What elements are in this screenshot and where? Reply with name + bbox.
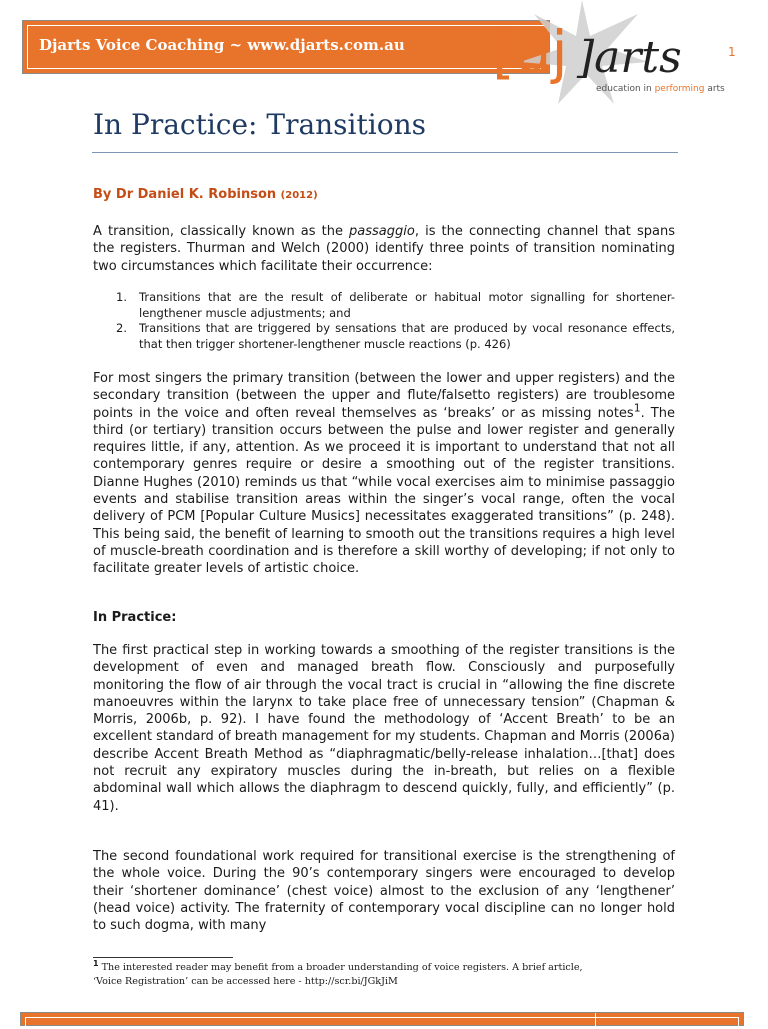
paragraph-transitions bbox=[93, 370, 675, 578]
paragraph-strength: The second foundational work required for transitional exercise is the strengthening of the whole voice. During the 90’s contemporary singers were encouraged to develop their ‘shortener dominance’ (chest voice) almost to the exclusion of any ‘lengthener’ (head voice) activity. The fraternity of contemporary vocal discipline can no longer hold to such dogma, with many bbox=[93, 849, 675, 934]
logo-superscript: 1 bbox=[728, 45, 736, 59]
list-item bbox=[113, 290, 675, 321]
footer-inner-border bbox=[25, 1017, 739, 1029]
p1-italic-term: passaggio bbox=[349, 224, 415, 239]
paragraph-intro bbox=[93, 223, 675, 275]
logo-tagline bbox=[596, 84, 725, 94]
footer-divider bbox=[595, 1013, 596, 1027]
byline-year: (2012) bbox=[280, 190, 318, 201]
p1-after: , is the connecting channel that spans the registers. Thurman and Welch (2000) identify three points of transition nominating two circumstances which facilitate their occurrence: bbox=[93, 224, 675, 274]
p2-after: . The third (or tertiary) transition occurs between the pulse and lower register and generally requires little, if any, attention. As we proceed it is important to understand that not all contemporary genres require or desire a smoothing out of the register transitions. Dianne Hughes (2010) reminds us that “while vocal exercises aim to minimise passaggio events and stabilise transition areas within the singer’s vocal range, often the vocal delivery of PCM [Popular Culture Musics] necessitates exaggerated transitions” (p. 248). This being said, the benefit of learning to smooth out the transitions requires a high level of muscle-breath coordination and is therefore a skill worthy of developing; if not only to facilitate greater levels of artistic choice. bbox=[93, 405, 675, 577]
byline-author: By Dr Daniel K. Robinson bbox=[93, 187, 277, 202]
footnote bbox=[93, 958, 593, 989]
list-item-number: 1. bbox=[116, 290, 127, 304]
logo-tagline-accent: performing bbox=[654, 84, 705, 94]
title-divider bbox=[92, 152, 678, 153]
list-item-number: 2. bbox=[116, 321, 127, 336]
logo-mark-left: [dj bbox=[492, 18, 568, 86]
logo-wordmark bbox=[462, 0, 762, 112]
header-title: Djarts Voice Coaching ~ www.djarts.com.au bbox=[39, 36, 405, 54]
paragraph-breath: The first practical step in working towards a smoothing of the register transitions is the development of even and managed breath flow. Consciously and purposefully monitoring the flow of air through the vocal tract is crucial in “allowing the fine discrete manoeuvres within the larynx to take place free of unnecessary tension” (Chapman & Morris, 2006b, p. 92). I have found the methodology of ‘Accent Breath’ to be an excellent standard of breath management for my students. Chapman and Morris (2006a) describe Accent Breath Method as “diaphragmatic/belly-release inhalation…[that] does not recruit any expiratory muscles during the in-breath, but relies on a flexible abdominal wall which allows the diaphragm to descend quickly, fully, and efficiently” (p. 41). bbox=[93, 643, 675, 814]
logo-tagline-prefix: education in bbox=[596, 84, 655, 94]
djarts-logo bbox=[462, 0, 762, 112]
p1-before: A transition, classically known as the bbox=[93, 224, 350, 239]
page-title: In Practice: Transitions bbox=[93, 108, 426, 141]
author-byline bbox=[93, 187, 318, 202]
logo-tagline-suffix: arts bbox=[704, 84, 725, 94]
footnote-divider bbox=[93, 957, 233, 958]
logo-mark-right: ]arts bbox=[577, 32, 682, 83]
list-item-text: Transitions that are the result of deliberate or habitual motor signalling for shortener-lengthener muscle adjustments; and bbox=[139, 290, 675, 320]
list-item bbox=[113, 321, 675, 352]
footnote-number: 1 bbox=[93, 958, 99, 968]
footnote-reference: 1 bbox=[633, 401, 641, 415]
transition-list bbox=[113, 290, 675, 352]
list-item-text: Transitions that are triggered by sensations that are produced by vocal resonance effects, that then trigger shortener-lengthener muscle reactions (p. 426) bbox=[139, 321, 675, 351]
p2-before: For most singers the primary transition (between the lower and upper registers) and the secondary transition (between the upper and flute/falsetto registers) are troublesome points in the voice and often reveal themselves as ‘breaks’ or as missing notes bbox=[93, 371, 675, 421]
footnote-text: The interested reader may benefit from a broader understanding of voice registers. A brief article, ‘Voice Registration’ can be accessed here - http://scr.bi/JGkJiM bbox=[93, 962, 583, 987]
section-heading: In Practice: bbox=[93, 610, 177, 625]
